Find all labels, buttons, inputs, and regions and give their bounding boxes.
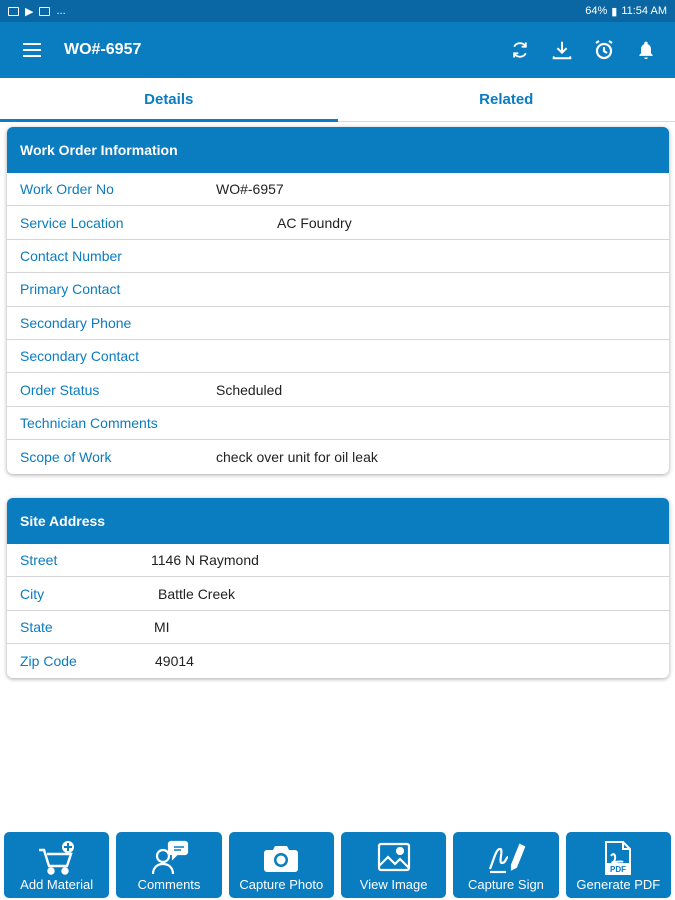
field-value: check over unit for oil leak	[216, 448, 378, 465]
field-label: Secondary Contact	[20, 348, 140, 365]
tab-bar	[0, 78, 675, 122]
scope-of-work-row	[7, 440, 669, 473]
field-label: Work Order No	[20, 181, 114, 198]
pdf-icon	[603, 839, 633, 877]
field-value: Scheduled	[216, 381, 283, 398]
page-title: WO#-6957	[64, 41, 142, 58]
field-label: Secondary Phone	[20, 314, 132, 331]
secondary-phone-row	[7, 307, 669, 340]
generate-pdf-label: Generate PDF	[576, 877, 661, 892]
field-value: 49014	[155, 652, 194, 669]
work-order-header: Work Order Information	[7, 127, 669, 173]
status-bar	[0, 0, 675, 22]
field-label: State	[20, 618, 53, 635]
field-value: AC Foundry	[277, 214, 352, 231]
site-address-card	[7, 498, 669, 678]
play-notification-icon: ▶	[25, 5, 34, 18]
camera-icon	[263, 839, 299, 877]
field-label: Service Location	[20, 214, 124, 231]
field-label: Order Status	[20, 381, 100, 398]
field-label: Scope of Work	[20, 448, 112, 465]
image-icon	[376, 839, 412, 877]
alarm-clock-icon[interactable]	[583, 29, 625, 71]
field-label: Technician Comments	[20, 414, 158, 431]
download-icon[interactable]	[541, 29, 583, 71]
add-material-button[interactable]	[4, 832, 109, 898]
technician-comments-row	[7, 407, 669, 440]
field-label: Primary Contact	[20, 281, 121, 298]
sync-icon[interactable]	[499, 29, 541, 71]
notification-bell-icon[interactable]	[625, 29, 667, 71]
order-status-row	[7, 373, 669, 406]
street-row	[7, 544, 669, 577]
add-material-label: Add Material	[20, 877, 94, 892]
view-image-label: View Image	[359, 877, 428, 892]
svg-text:PDF: PDF	[610, 865, 627, 874]
field-value: WO#-6957	[216, 181, 284, 198]
hamburger-menu-icon[interactable]	[0, 22, 64, 78]
field-label: Zip Code	[20, 652, 77, 669]
app-bar	[0, 22, 675, 78]
comments-button[interactable]	[116, 832, 221, 898]
service-location-row	[7, 206, 669, 239]
cart-plus-icon	[37, 839, 77, 877]
image-notification-icon	[39, 7, 50, 16]
site-address-header: Site Address	[7, 498, 669, 544]
more-notifications: ...	[56, 5, 66, 17]
view-image-button[interactable]	[341, 832, 446, 898]
field-value: Battle Creek	[158, 585, 236, 602]
generate-pdf-button[interactable]	[566, 832, 671, 898]
work-order-no-row	[7, 173, 669, 206]
capture-sign-label: Capture Sign	[468, 877, 544, 892]
comments-label: Comments	[137, 877, 201, 892]
state-row	[7, 611, 669, 644]
zip-code-row	[7, 644, 669, 677]
battery-icon: ▮	[611, 5, 618, 18]
field-value: MI	[154, 618, 170, 635]
bottom-action-bar	[0, 832, 675, 900]
gallery-notification-icon	[8, 7, 19, 16]
capture-photo-label: Capture Photo	[239, 877, 324, 892]
capture-photo-button[interactable]	[229, 832, 334, 898]
secondary-contact-row	[7, 340, 669, 373]
person-comment-icon	[149, 839, 189, 877]
signature-icon	[486, 839, 526, 877]
tab-related[interactable]: Related	[479, 91, 534, 108]
tab-details[interactable]: Details	[0, 78, 338, 121]
field-label: Street	[20, 552, 58, 569]
work-order-card	[7, 127, 669, 474]
clock: 11:54 AM	[621, 5, 667, 17]
field-label: City	[20, 585, 45, 602]
capture-sign-button[interactable]	[453, 832, 558, 898]
field-value: 1146 N Raymond	[151, 552, 259, 569]
primary-contact-row	[7, 273, 669, 306]
field-label: Contact Number	[20, 247, 122, 264]
contact-number-row	[7, 240, 669, 273]
battery-level: 64%	[585, 5, 608, 17]
city-row	[7, 577, 669, 610]
